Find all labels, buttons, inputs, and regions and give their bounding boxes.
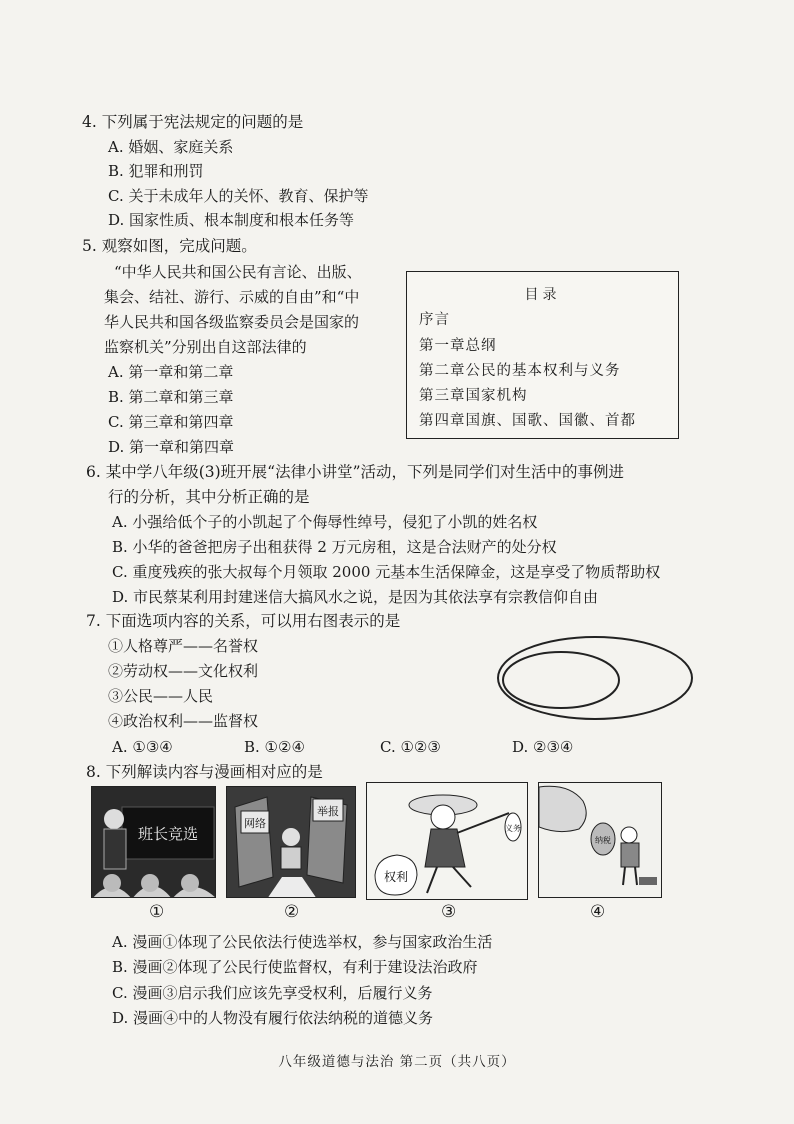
q5-text-line-1: “中华人民共和国公民有言论、出版、 (114, 263, 362, 281)
q8-option-d: D. 漫画④中的人物没有履行依法纳税的道德义务 (112, 1009, 434, 1027)
q7-option-d: D. ②③④ (512, 738, 574, 756)
q7-item-3: ③公民——人民 (108, 687, 214, 705)
toc-item-chapter-1: 第一章总纲 (419, 338, 497, 354)
q5-text-line-3: 华人民共和国各级监察委员会是国家的 (104, 313, 360, 331)
q4-option-c: C. 关于未成年人的关怀、教育、保护等 (108, 187, 369, 205)
q7-stem: 7. 下面选项内容的关系，可以用右图表示的是 (86, 612, 401, 630)
inner-ellipse (503, 652, 619, 708)
q7-item-2: ②劳动权——文化权利 (108, 662, 259, 680)
q6-stem-line-2: 行的分析，其中分析正确的是 (108, 488, 310, 506)
q4-stem: 4. 下列属于宪法规定的问题的是 (82, 113, 304, 131)
toc-item-chapter-4: 第四章国旗、国歌、国徽、首都 (419, 413, 636, 429)
toc-item-chapter-3: 第三章国家机构 (419, 388, 528, 404)
q6-stem-line-1: 6. 某中学八年级(3)班开展“法律小讲堂”活动，下列是同学们对生活中的事例进 (86, 463, 625, 481)
comic-2-sign-network: 网络 (244, 817, 266, 830)
q7-item-1: ①人格尊严——名誉权 (108, 637, 259, 655)
q5-text-line-2: 集会、结社、游行、示威的自由”和“中 (104, 288, 360, 306)
q5-option-a: A. 第一章和第二章 (108, 363, 234, 381)
q8-option-b: B. 漫画②体现了公民行使监督权，有利于建设法治政府 (112, 958, 478, 976)
q5-option-b: B. 第二章和第三章 (108, 388, 234, 406)
q4-option-a: A. 婚姻、家庭关系 (108, 138, 234, 156)
q6-option-d: D. 市民蔡某利用封建迷信大搞风水之说，是因为其依法享有宗教信仰自由 (112, 588, 599, 606)
comic-1-label: ① (149, 902, 165, 922)
comic-3-rights-duties (366, 782, 528, 900)
q6-option-c: C. 重度残疾的张大叔每个月领取 2000 元基本生活保障金，这是享受了物质帮助权 (112, 563, 661, 581)
q8-stem: 8. 下列解读内容与漫画相对应的是 (86, 763, 323, 781)
comic-2-label: ② (284, 902, 300, 922)
q8-option-c: C. 漫画③启示我们应该先享受权利，后履行义务 (112, 984, 433, 1002)
outer-ellipse (498, 637, 692, 719)
q4-option-d: D. 国家性质、根本制度和根本任务等 (108, 211, 355, 229)
q4-option-b: B. 犯罪和刑罚 (108, 162, 204, 180)
comic-2-sign-report: 举报 (317, 805, 339, 818)
constitution-toc-box (406, 271, 679, 439)
toc-item-preamble: 序言 (419, 312, 450, 328)
comic-3-label: ③ (441, 902, 457, 922)
q6-option-a: A. 小强给低个子的小凯起了个侮辱性绰号，侵犯了小凯的姓名权 (112, 513, 538, 531)
q7-item-4: ④政治权利——监督权 (108, 712, 259, 730)
comic-4-tax (538, 782, 662, 898)
q6-option-b: B. 小华的爸爸把房子出租获得 2 万元房租，这是合法财产的处分权 (112, 538, 557, 556)
nested-ellipse-diagram (495, 634, 695, 722)
q5-option-d: D. 第一章和第四章 (108, 438, 235, 456)
comic-4-coin-tax: 纳税 (595, 836, 611, 845)
comic-3-sack-rights: 权利 (383, 870, 409, 884)
page-footer: 八年级道德与法治 第二页（共八页） (278, 1054, 516, 1070)
q7-option-b: B. ①②④ (244, 738, 305, 756)
comic-4-label: ④ (590, 902, 606, 922)
comic-2-report (226, 786, 356, 898)
comic-1-election (91, 786, 216, 898)
toc-item-chapter-2: 第二章公民的基本权利与义务 (419, 363, 621, 379)
comic-3-bag-duty: 义务 (505, 824, 521, 833)
q8-option-a: A. 漫画①体现了公民依法行使选举权，参与国家政治生活 (112, 933, 493, 951)
q7-option-a: A. ①③④ (112, 738, 173, 756)
q5-stem: 5. 观察如图，完成问题。 (82, 237, 257, 255)
q5-option-c: C. 第三章和第四章 (108, 413, 234, 431)
q5-text-line-4: 监察机关”分别出自这部法律的 (104, 338, 307, 356)
toc-title: 目录 (524, 287, 561, 303)
q7-option-c: C. ①②③ (380, 738, 441, 756)
comic-1-sign: 班长竞选 (137, 825, 199, 843)
